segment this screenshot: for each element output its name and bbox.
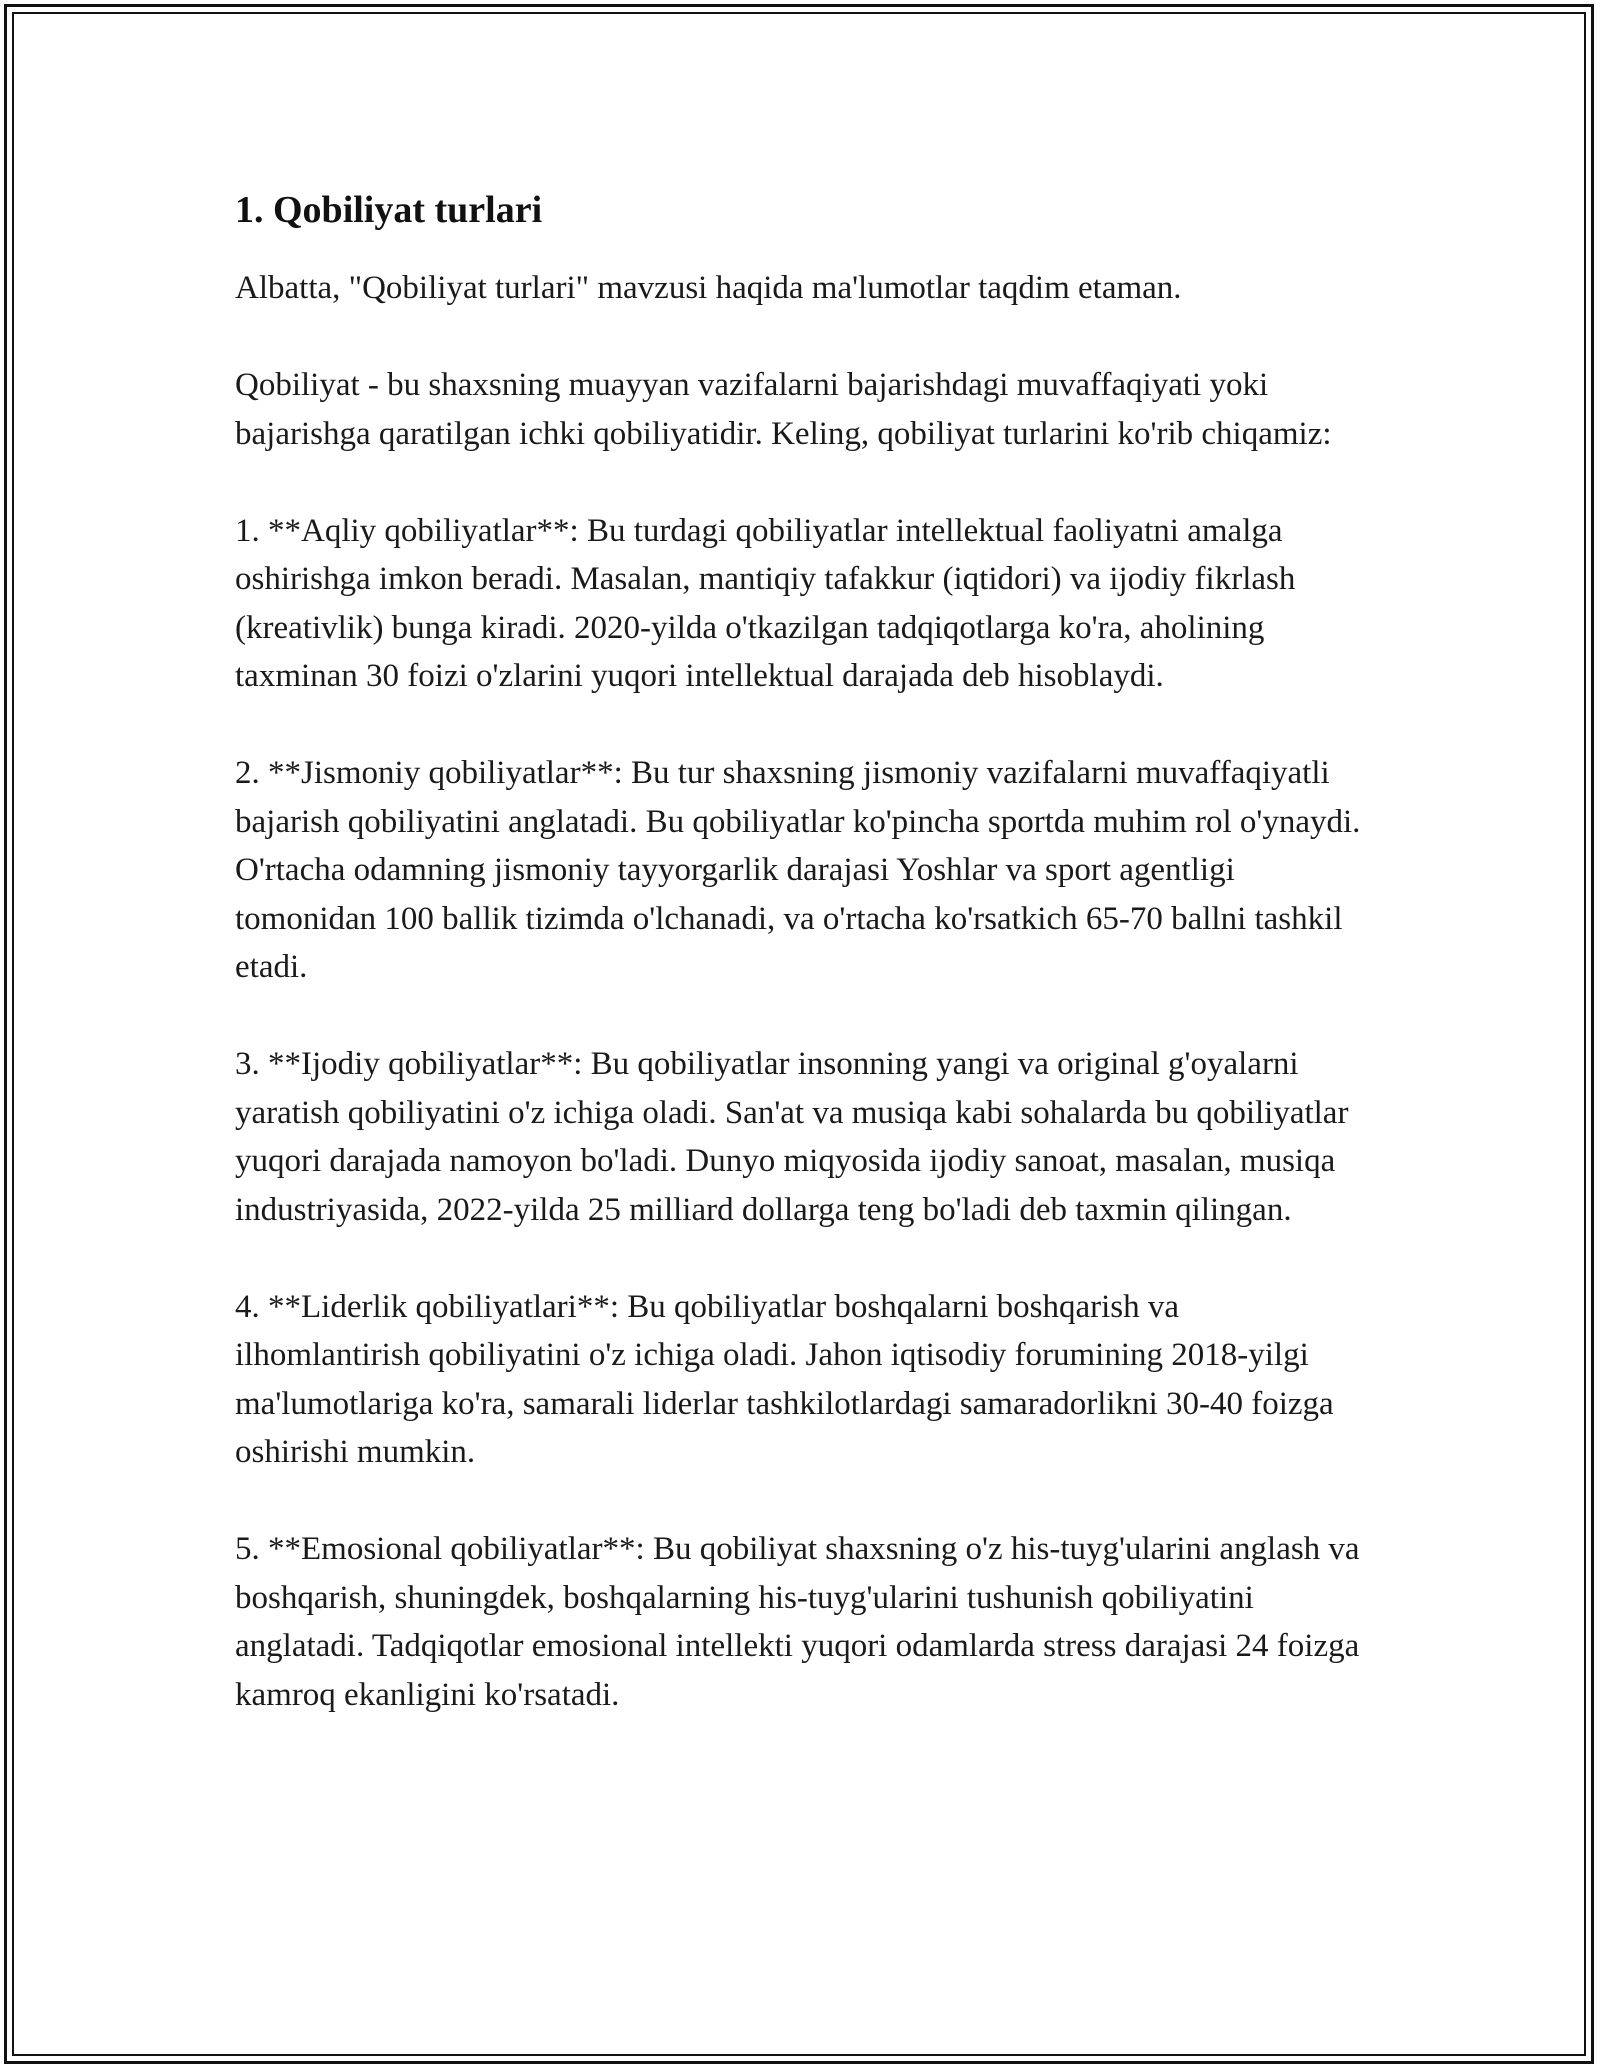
item-liderlik-paragraph: 4. **Liderlik qobiliyatlari**: Bu qobiliyatlar boshqalarni boshqarish va ilhomlantirish qobiliyatini o'z ichiga oladi. Jahon iqtisodiy forumining 2018-yilgi ma'lumotlariga ko'ra, samarali liderlar tashkilotlardagi samaradorlikni 30-40 foizga oshirishi mumkin. bbox=[235, 1288, 1334, 1470]
definition-paragraph: Qobiliyat - bu shaxsning muayyan vazifalarni bajarishdagi muvaffaqiyati yoki bajarishga qaratilgan ichki qobiliyatidir. Keling, qobiliyat turlarini ko'rib chiqamiz: bbox=[235, 367, 1332, 452]
document-body bbox=[235, 186, 1365, 1768]
intro-paragraph: Albatta, "Qobiliyat turlari" mavzusi haqida ma'lumotlar taqdim etaman. bbox=[235, 270, 1182, 306]
item-emosional-paragraph: 5. **Emosional qobiliyatlar**: Bu qobiliyat shaxsning o'z his-tuyg'ularini anglash va boshqarish, shuningdek, boshqalarning his-tuyg'ularini tushunish qobiliyatini anglatadi. Tadqiqotlar emosional intellekti yuqori odamlarda stress darajasi 24 foizga kamroq ekanligini ko'rsatadi. bbox=[235, 1531, 1360, 1713]
item-aqliy-paragraph: 1. **Aqliy qobiliyatlar**: Bu turdagi qobiliyatlar intellektual faoliyatni amalga oshirishga imkon beradi. Masalan, mantiqiy tafakkur (iqtidori) va ijodiy fikrlash (kreativlik) bunga kiradi. 2020-yilda o'tkazilgan tadqiqotlarga ko'ra, aholining taxminan 30 foizi o'zlarini yuqori intellektual darajada deb hisoblaydi. bbox=[235, 512, 1296, 694]
item-jismoniy-paragraph: 2. **Jismoniy qobiliyatlar**: Bu tur shaxsning jismoniy vazifalarni muvaffaqiyatli bajarish qobiliyatini anglatadi. Bu qobiliyatlar ko'pincha sportda muhim rol o'ynaydi. O'rtacha odamning jismoniy tayyorgarlik darajasi Yoshlar va sport agentligi tomonidan 100 ballik tizimda o'lchanadi, va o'rtacha ko'rsatkich 65-70 ballni tashkil etadi. bbox=[235, 755, 1361, 985]
item-ijodiy-paragraph: 3. **Ijodiy qobiliyatlar**: Bu qobiliyatlar insonning yangi va original g'oyalarni yaratish qobiliyatini o'z ichiga oladi. San'at va musiqa kabi sohalarda bu qobiliyatlar yuqori darajada namoyon bo'ladi. Dunyo miqyosida ijodiy sanoat, masalan, musiqa industriyasida, 2022-yilda 25 milliard dollarga teng bo'ladi deb taxmin qilingan. bbox=[235, 1046, 1349, 1228]
section-heading: 1. Qobiliyat turlari bbox=[235, 189, 543, 231]
